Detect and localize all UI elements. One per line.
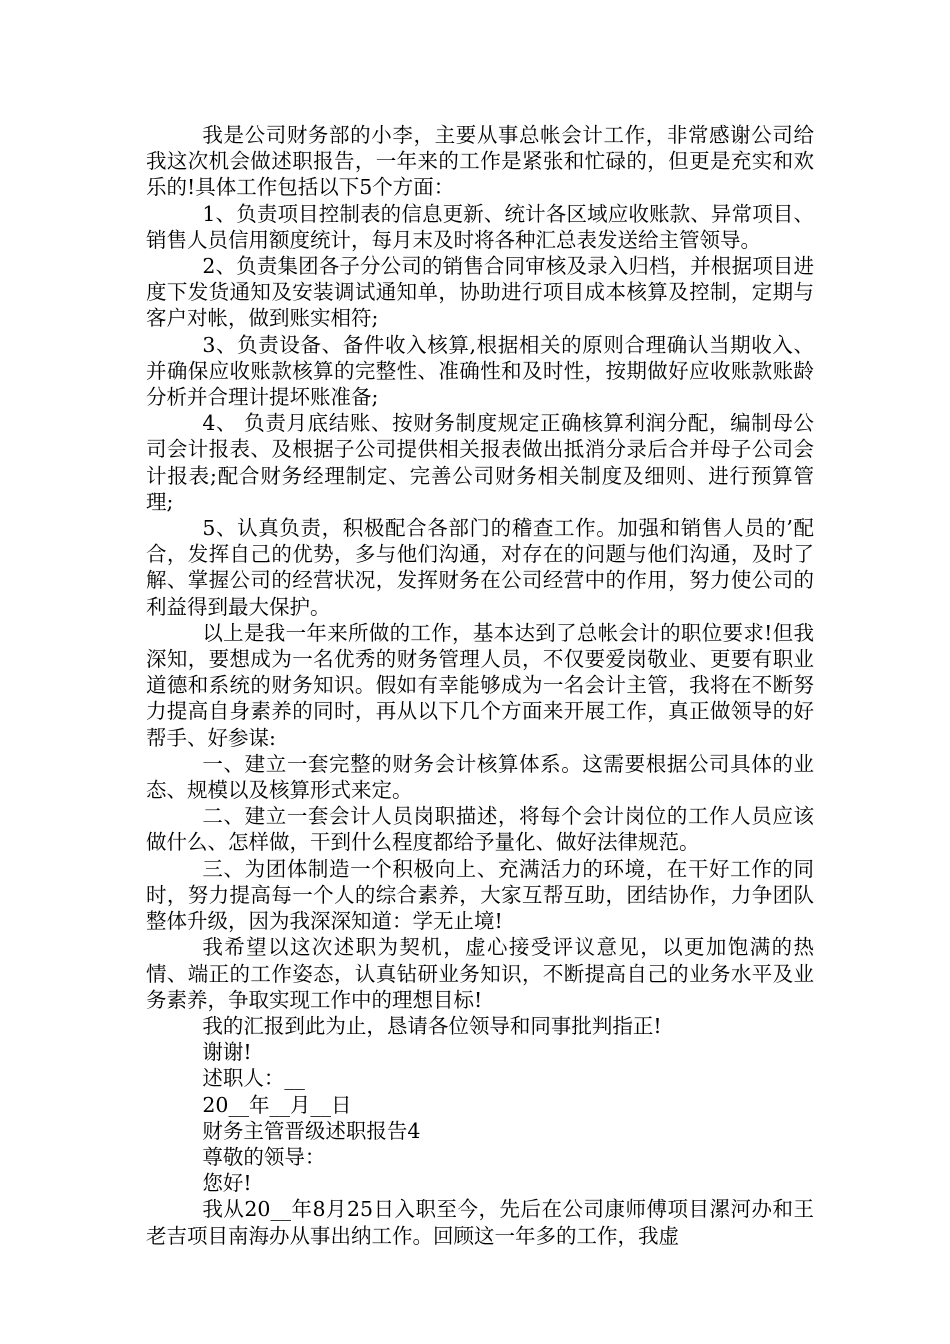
paragraph-date: 20__年__月__日: [202, 1092, 352, 1117]
paragraph-thanks: 谢谢!: [202, 1040, 252, 1065]
paragraph-hope: 我希望以这次述职为契机，虚心接受评议意见，以更加饱满的热情、端正的工作姿态，认真钻研业务知识，不断提高自己的业务水平及业务素养，争取实现工作中的理想目标!: [146, 935, 814, 1012]
paragraph-item-3: 3、负责设备、备件收入核算,根据相关的原则合理确认当期收入、并确保应收账款核算的完整性、准确性和及时性，按期做好应收账款账龄分析并合理计提坏账准备;: [146, 332, 814, 410]
paragraph-plan-3: 三、为团体制造一个积极向上、充满活力的环境，在干好工作的同时，努力提高每一个人的综合素养，大家互帮互助，团结协作，力争团队整体升级，因为我深深知道：学无止境!: [146, 856, 814, 934]
paragraph-signature: 述职人：__: [202, 1066, 305, 1091]
paragraph-salutation: 尊敬的领导：: [202, 1144, 326, 1169]
paragraph-summary: 以上是我一年来所做的工作，基本达到了总帐会计的职位要求!但我深知，要想成为一名优秀的财务管理人员，不仅要爱岗敬业、更要有职业道德和系统的财务知识。假如有幸能够成为一名会计主管，我将在不断努力提高自身素养的同时，再从以下几个方面来开展工作，真正做领导的好帮手、好参谋:: [146, 620, 814, 750]
paragraph-item-1: 1、负责项目控制表的信息更新、统计各区域应收账款、异常项目、销售人员信用额度统计，每月末及时将各种汇总表发送给主管领导。: [146, 201, 814, 252]
paragraph-item-2: 2、负责集团各子分公司的销售合同审核及录入归档，并根据项目进度下发货通知及安装调试通知单，协助进行项目成本核算及控制，定期与客户对帐，做到账实相符;: [146, 254, 814, 331]
paragraph-item-5: 5、认真负责，积极配合各部门的稽查工作。加强和销售人员的’配合，发挥自己的优势，多与他们沟通，对存在的问题与他们沟通，及时了解、掌握公司的经营状况，发挥财务在公司经营中的作用，努力使公司的利益得到最大保护。: [146, 516, 814, 619]
paragraph-plan-2: 二、建立一套会计人员岗职描述，将每个会计岗位的工作人员应该做什么、怎样做，干到什么程度都给予量化、做好法律规范。: [146, 804, 814, 855]
paragraph-greeting: 您好!: [202, 1171, 252, 1196]
paragraph-report-start: 我从20__年8月25日入职至今，先后在公司康师傅项目漯河办和王老吉项目南海办从事出纳工作。回顾这一年多的工作，我虚: [146, 1197, 814, 1248]
paragraph-closing: 我的汇报到此为止，恳请各位领导和同事批判指正!: [202, 1013, 662, 1038]
document-body: [146, 122, 814, 1249]
paragraph-plan-1: 一、建立一套完整的财务会计核算体系。这需要根据公司具体的业态、规模以及核算形式来定。: [146, 751, 814, 803]
section-title: 财务主管晋级述职报告4: [202, 1118, 421, 1143]
paragraph-intro: 我是公司财务部的小李，主要从事总帐会计工作，非常感谢公司给我这次机会做述职报告，一年来的工作是紧张和忙碌的，但更是充实和欢乐的!具体工作包括以下5个方面：: [146, 123, 814, 200]
paragraph-item-4: 4、 负责月底结账、按财务制度规定正确核算利润分配，编制母公司会计报表、及根据子公司提供相关报表做出抵消分录后合并母子公司会计报表;配合财务经理制定、完善公司财务相关制度及细则、进行预算管理;: [146, 411, 814, 514]
